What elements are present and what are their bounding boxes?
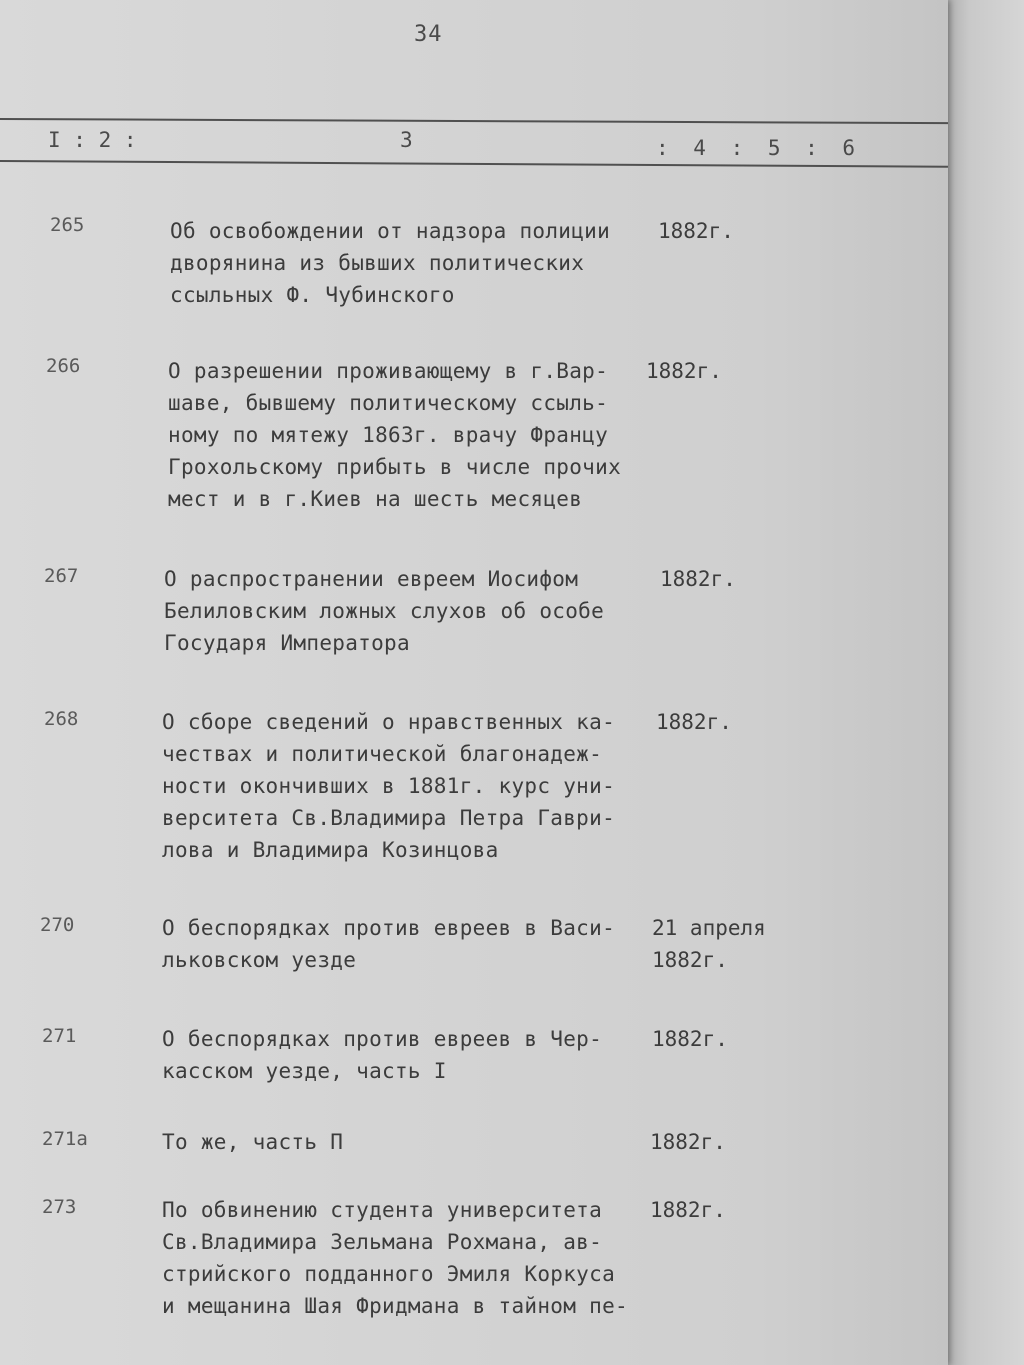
entry-title-line: Грохольскому прибыть в числе прочих <box>168 455 622 479</box>
entry-title-line: мест и в г.Киев на шесть месяцев <box>168 487 583 511</box>
entry-title-line: О беспорядках против евреев в Васи- <box>162 916 616 940</box>
entry-title-line: Об освобождении от надзора полиции <box>170 219 611 243</box>
entry-title-line: О разрешении проживающему в г.Вар- <box>168 359 609 383</box>
header-bottom-rule <box>0 160 948 168</box>
entry-date-line: 1882г. <box>656 710 732 734</box>
entry-title-line: ности окончивших в 1881г. курс уни- <box>162 774 616 798</box>
entry-title-line: О сборе сведений о нравственных ка- <box>162 710 616 734</box>
entry-title-line: То же, часть П <box>162 1130 344 1154</box>
entry-title <box>162 1023 602 1087</box>
entry-date <box>650 1194 726 1226</box>
entry-title <box>162 1194 628 1322</box>
entry-title-line: чествах и политической благонадеж- <box>162 742 603 766</box>
entry-number: 271а <box>42 1128 88 1150</box>
entry-date <box>660 563 736 595</box>
entry-date-line: 1882г. <box>660 567 736 591</box>
entry-title <box>162 706 615 866</box>
entry-title <box>168 355 621 515</box>
entry-title-line: О распространении евреем Иосифом <box>164 567 579 591</box>
entry-date <box>652 912 766 976</box>
entry-title-line: По обвинению студента университета <box>162 1198 603 1222</box>
header-top-rule <box>0 118 948 124</box>
column-header-3: 3 <box>400 128 413 152</box>
entry-title-line: лова и Владимира Козинцова <box>162 838 499 862</box>
entry-number: 271 <box>42 1025 77 1047</box>
entry-title-line: шаве, бывшему политическому ссыль- <box>168 391 609 415</box>
entry-title-line: ному по мятежу 1863г. врачу Францу <box>168 423 609 447</box>
entry-title-line: и мещанина Шая Фридмана в тайном пе- <box>162 1294 628 1318</box>
entry-date <box>656 706 732 738</box>
entry-date <box>650 1126 726 1158</box>
entry-number: 270 <box>40 914 75 936</box>
entry-title <box>162 912 615 976</box>
entry-title-line: верситета Св.Владимира Петра Гаври- <box>162 806 616 830</box>
column-header-1-2: I : 2 : <box>48 128 137 152</box>
entry-title-line: льковском уезде <box>162 948 357 972</box>
entry-date-line: 1882г. <box>652 948 728 972</box>
underlying-page <box>940 0 1024 1365</box>
entry-title-line: Белиловским ложных слухов об особе <box>164 599 605 623</box>
entry-date-line: 1882г. <box>650 1198 726 1222</box>
entry-date-line: 1882г. <box>652 1027 728 1051</box>
entry-number: 273 <box>42 1196 77 1218</box>
entry-title-line: О беспорядках против евреев в Чер- <box>162 1027 603 1051</box>
entry-title <box>170 215 610 311</box>
entry-number: 266 <box>46 355 81 377</box>
entry-title-line: стрийского подданного Эмиля Коркуса <box>162 1262 616 1286</box>
entry-title-line: касском уезде, часть I <box>162 1059 447 1083</box>
entry-date <box>646 355 722 387</box>
entry-date <box>658 215 734 247</box>
column-header-4-5-6: : 4 : 5 : 6 <box>656 136 862 160</box>
entry-number: 265 <box>50 214 85 236</box>
entry-date <box>652 1023 728 1055</box>
entry-date-line: 1882г. <box>658 219 734 243</box>
entry-title-line: дворянина из бывших политических <box>170 251 585 275</box>
entry-date-line: 1882г. <box>650 1130 726 1154</box>
entry-number: 268 <box>44 708 79 730</box>
entry-title-line: ссыльных Ф. Чубинского <box>170 283 455 307</box>
entry-date-line: 21 апреля <box>652 916 766 940</box>
entry-title <box>164 563 604 659</box>
entry-title-line: Св.Владимира Зельмана Рохмана, ав- <box>162 1230 603 1254</box>
entry-title <box>162 1126 343 1158</box>
entry-title-line: Государя Императора <box>164 631 410 655</box>
entry-number: 267 <box>44 565 79 587</box>
page-number: 34 <box>414 22 443 47</box>
entry-date-line: 1882г. <box>646 359 722 383</box>
